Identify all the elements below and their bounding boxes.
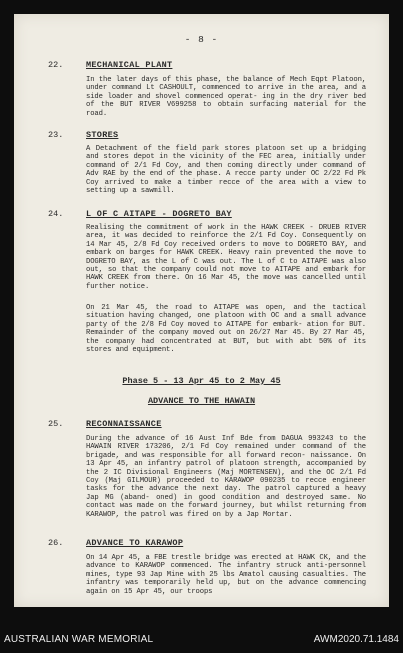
page-number: - 8 -	[184, 34, 219, 45]
paragraph-heading: RECONNAISSANCE	[86, 419, 162, 429]
phase-subtitle: ADVANCE TO THE HAWAIN	[147, 396, 256, 406]
paragraph-number: 25.	[48, 419, 64, 429]
phase-title: Phase 5 - 13 Apr 45 to 2 May 45	[122, 376, 281, 386]
paragraph-heading: STORES	[86, 130, 119, 140]
footer-institution: AUSTRALIAN WAR MEMORIAL	[4, 634, 154, 645]
footer-accession-number: AWM2020.71.1484	[313, 634, 399, 645]
paragraph-heading: L OF C AITAPE - DOGRETO BAY	[86, 209, 232, 219]
paragraph-heading: ADVANCE TO KARAWOP	[86, 538, 184, 548]
paragraph-text: In the later days of this phase, the balance of Mech Eqpt Platoon, under command Lt CASHOULT, commenced to arrive in the area, and a side loader and shovel commenced operat- ing in the dry river bed of the BUT RIVER V699258 to obtain surfacing material for the road.	[86, 76, 366, 118]
paragraph-number: 26.	[48, 538, 64, 548]
paragraph-number: 23.	[48, 130, 64, 140]
paragraph-text: During the advance of 16 Aust Inf Bde from DAGUA 993243 to the HAWAIN RIVER 173206, 2/1 Fd Coy remained under command of the brigade, and was responsible for all forward recon- naissance. On 13 Apr 45, an infantry patrol of platoon strength, accompanied by the 2 IC Divisional Engineers (Maj MORTENSEN), and the OC 2/1 Fd Coy (Maj GILMOUR) proceeded to KARAWOP 090235 to recce engineer tasks for the advance the next day. The patrol captured a heavy Jap MG (aband- oned) in good condition and destroyed same. No contact was made on the forward journey, but whilst returning from KARAWOP, the patrol was fired on by a Jap Mortar.	[86, 435, 366, 519]
paragraph-text: Realising the commitment of work in the HAWK CREEK - DRUEB RIVER area, it was decided to reinforce the 2/1 Fd Coy. Consequently on 14 Mar 45, 2/8 Fd Coy received orders to move to DOGRETO BAY, and embark on barges for HAWK CREEK. Heavy rain prevented the move to DOGRETO BAY, as the L of C was out. The L of C to AITAPE was also out, so that the company could not move to AITAPE and embark for HAWK CREEK from there. On 16 Mar 45, the move was cancelled until further notice.	[86, 224, 366, 291]
paragraph-text: A Detachment of the field park stores platoon set up a bridging and stores depot in the vicinity of the FEC area, initially under command of 2/1 Fd Coy, and then coming directly under command of Adv RAE by the end of the phase. A recce party under OC 2/22 Fd Pk Coy arrived to make a timber recce of the area with a view to setting up a sawmill.	[86, 145, 366, 196]
paragraph-text: On 14 Apr 45, a FBE trestle bridge was erected at HAWK CK, and the advance to KARAWOP commenced. The infantry struck anti-personnel mines, type 93 Jap Mine with 25 lbs Amatol causing casualties. The infantry was temporarily held up, but on the advance commencing again on 15 Apr 45, our troops	[86, 554, 366, 596]
paragraph-number: 22.	[48, 60, 64, 70]
paragraph-number: 24.	[48, 209, 64, 219]
paragraph-text-continued: On 21 Mar 45, the road to AITAPE was open, and the tactical situation having changed, one platoon with OC and a small advance party of the 2/8 Fd Coy moved to AITAPE for embark- ation for BUT. Remainder of the company moved out on 26/27 Mar 45. By 27 Mar 45, the company had concentrated at BUT, but with abt 50% of its stores and equipment.	[86, 304, 366, 355]
document-page	[14, 14, 389, 607]
archive-footer	[0, 607, 403, 653]
paragraph-heading: MECHANICAL PLANT	[86, 60, 173, 70]
